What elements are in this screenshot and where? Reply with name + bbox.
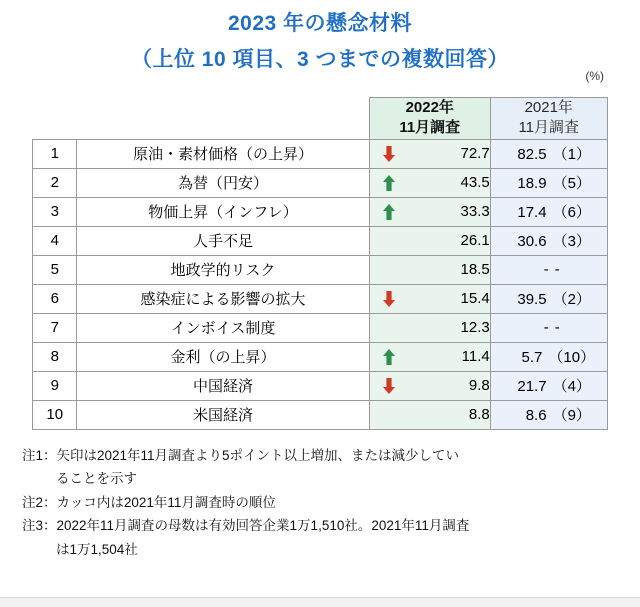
row-value-2022 (369, 313, 490, 342)
title-line-2: （上位 10 項目、3 つまでの複数回答） (130, 47, 510, 71)
notes-block (22, 444, 640, 562)
arrow-up-icon (382, 175, 396, 191)
row-value-2021-number: 39.5 (517, 291, 547, 308)
row-value-2022-number: 72.7 (460, 145, 490, 162)
row-value-2022 (369, 284, 490, 313)
row-value-2022 (369, 342, 490, 371)
row-value-2021 (490, 400, 607, 429)
row-value-2022 (369, 139, 490, 168)
header-2022 (369, 98, 490, 140)
row-rank: 5 (33, 255, 77, 284)
row-value-2021 (490, 313, 607, 342)
row-value-2021-number: 8.6 (525, 407, 547, 424)
row-label: 人手不足 (77, 226, 370, 255)
row-value-2021 (490, 168, 607, 197)
row-value-2021 (490, 371, 607, 400)
row-rank-2021: （5） (552, 175, 591, 192)
row-rank: 1 (33, 139, 77, 168)
row-value-2021-number: 30.6 (517, 233, 547, 250)
arrow-down-icon (382, 146, 396, 162)
arrow-down-icon (382, 378, 396, 394)
row-value-2022-number: 33.3 (460, 203, 490, 220)
row-rank-2021: （10） (548, 349, 596, 366)
row-rank: 3 (33, 197, 77, 226)
row-value-2022-number: 18.5 (460, 261, 490, 278)
row-label: 地政学的リスク (77, 255, 370, 284)
row-value-2021 (490, 255, 607, 284)
row-value-2021-number: - (543, 319, 549, 336)
row-value-2022-number: 11.4 (461, 348, 490, 365)
table-row (33, 284, 608, 313)
row-label: 感染症による影響の拡大 (77, 284, 370, 313)
header-2021 (490, 98, 607, 140)
row-value-2022 (369, 255, 490, 284)
row-rank: 7 (33, 313, 77, 342)
row-label: インボイス制度 (77, 313, 370, 342)
arrow-up-icon (382, 349, 396, 365)
unit-row (0, 69, 640, 91)
row-value-2021 (490, 226, 607, 255)
note-1-cont: ることを示す (56, 471, 137, 487)
arrow-up-icon (382, 204, 396, 220)
row-value-2021 (490, 197, 607, 226)
row-rank: 6 (33, 284, 77, 313)
row-value-2022-number: 26.1 (460, 232, 490, 249)
row-rank: 4 (33, 226, 77, 255)
table-row (33, 168, 608, 197)
row-label: 為替（円安） (77, 168, 370, 197)
table-row (33, 400, 608, 429)
infographic-page (0, 8, 640, 607)
row-value-2022 (369, 197, 490, 226)
row-value-2022-number: 12.3 (460, 319, 490, 336)
row-value-2022-number: 8.8 (468, 406, 490, 423)
header-rank-blank (33, 98, 77, 140)
row-label: 金利（の上昇） (77, 342, 370, 371)
note-1: 注1：矢印は2021年11月調査より5ポイント以上増加、または減少してい (22, 447, 460, 463)
row-label: 米国経済 (77, 400, 370, 429)
row-label: 原油・素材価格（の上昇） (77, 139, 370, 168)
row-value-2021-number: 17.4 (517, 204, 547, 221)
table-body (33, 139, 608, 429)
header-2022-line2: 11月調査 (399, 119, 461, 137)
row-value-2021-number: 18.9 (517, 175, 547, 192)
header-2021-line1: 2021年 (524, 99, 573, 116)
table-row (33, 255, 608, 284)
page-title (0, 8, 640, 75)
row-rank: 2 (33, 168, 77, 197)
note-3: 注3：2022年11月調査の母数は有効回答企業1万1,510社。2021年11月調査 (22, 518, 470, 534)
table-row (33, 342, 608, 371)
row-rank-2021: （1） (552, 146, 591, 163)
row-label: 物価上昇（インフレ） (77, 197, 370, 226)
row-rank-2021: （4） (552, 378, 591, 395)
note-2: 注2：カッコ内は2021年11月調査時の順位 (22, 494, 276, 510)
row-value-2021 (490, 284, 607, 313)
row-rank: 8 (33, 342, 77, 371)
row-value-2021 (490, 342, 607, 371)
row-value-2021-number: 5.7 (521, 349, 543, 366)
row-value-2022 (369, 168, 490, 197)
row-value-2022 (369, 400, 490, 429)
row-rank: 10 (33, 400, 77, 429)
table-row (33, 226, 608, 255)
row-rank: 9 (33, 371, 77, 400)
row-value-2022 (369, 371, 490, 400)
row-value-2021 (490, 139, 607, 168)
row-value-2022-number: 15.4 (460, 290, 490, 307)
row-rank-2021: - (554, 261, 560, 278)
row-rank-2021: （3） (552, 233, 591, 250)
row-value-2021-number: - (543, 261, 549, 278)
row-value-2021-number: 82.5 (517, 146, 547, 163)
row-value-2022-number: 43.5 (460, 174, 490, 191)
row-rank-2021: （9） (552, 407, 591, 424)
row-label: 中国経済 (77, 371, 370, 400)
row-value-2021-number: 21.7 (517, 378, 547, 395)
arrow-down-icon (382, 291, 396, 307)
table-row (33, 371, 608, 400)
table-row (33, 197, 608, 226)
unit-label: (%) (585, 69, 604, 83)
table-row (33, 139, 608, 168)
row-rank-2021: - (554, 319, 560, 336)
header-label-blank (77, 98, 370, 140)
table-header (33, 98, 608, 140)
title-line-1: 2023 年の懸念材料 (227, 12, 413, 35)
note-3-cont: は1万1,504社 (56, 542, 138, 557)
row-rank-2021: （2） (552, 291, 591, 308)
row-value-2022 (369, 226, 490, 255)
header-2021-line2: 11月調査 (518, 119, 580, 137)
row-rank-2021: （6） (552, 204, 591, 221)
header-2022-line1: 2022年 (405, 99, 454, 116)
concerns-table (32, 97, 608, 430)
table-row (33, 313, 608, 342)
row-value-2022-number: 9.8 (468, 377, 490, 394)
